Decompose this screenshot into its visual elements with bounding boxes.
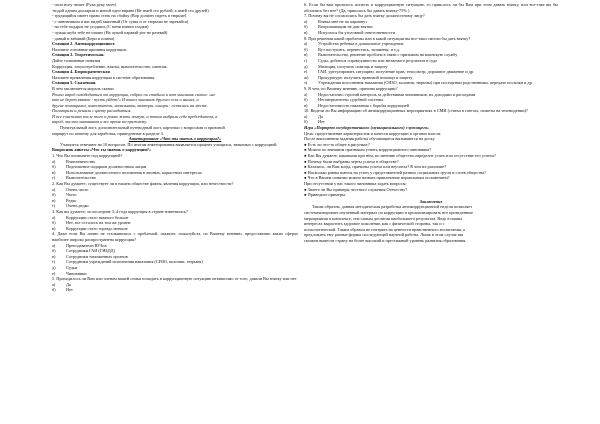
station-2-text: Назовите основные причины коррупции. — [52, 46, 127, 52]
intro-line: - с чиновником и вас видей законный (От сумы и от тюрьмы не зарекайся) — [52, 18, 189, 24]
conclusion-line: Таким образом, данная методическая разработка антикоррупционной недели позволяет — [312, 204, 473, 210]
question-9: 9. В чем, по Вашему мнению, причина коррупции? — [304, 85, 398, 91]
option-key: е) — [304, 69, 308, 75]
option-key: а) — [52, 186, 56, 192]
tale-line: Решил народ освободиться от коррупции, собрал он стадион и вот чиновник сказал: «не — [52, 91, 216, 97]
option-text: Вымогательство, решение проблем в связи с призывом на воинскую службу — [318, 52, 458, 58]
option-text: Использование должностного положения в личных, корыстных интересах — [66, 169, 202, 175]
option-key: а) — [304, 91, 308, 97]
option-text: Испугался бы уголовной ответственности — [318, 29, 395, 35]
option-text: Преподаватели ВУЗов — [66, 242, 107, 248]
option-key: г) — [304, 57, 308, 63]
option-key: б) — [52, 164, 56, 170]
option-key: а) — [304, 113, 308, 119]
option-key: б) — [304, 24, 308, 30]
survey-intro: Учащиеся отвечают на 10 вопросов. По итогам анкетирования выявляется процент учащихся, знакомых с коррупцией. — [60, 141, 278, 147]
conclusion-line: интересах вырастить здоровое поколение, как с физической стороны, так и с — [304, 221, 445, 227]
game-line: ● Есть ли что-то общее в рисунках? — [304, 141, 370, 147]
option-key: з) — [304, 80, 308, 86]
option-text: Часто — [66, 192, 77, 198]
question-7: 7. Почему вы не согласились бы дать взятку должностному лицу? — [304, 13, 425, 19]
option-key: д) — [52, 264, 56, 270]
question-5: 5. Приходилось ли Вам или членам вашей семьи попадать в коррупционную ситуацию независимо от того, давали Вы взятку или нет — [52, 276, 297, 282]
left-column — [52, 2, 298, 293]
option-key: в) — [52, 197, 56, 203]
game-line: ● Почему были выбраны черты успеха в обществе? — [304, 158, 399, 164]
option-key: в) — [52, 169, 56, 175]
option-text: Милиция, получить помощь и защиту — [318, 63, 388, 69]
intro-line: - даный и забывай (Бери и помни) — [52, 35, 115, 41]
final-line: маршрут по пешему для заработка, приведенные в разделе 3. — [52, 130, 164, 136]
survey-title: Анкетирование «Что ты знаешь о коррупции?» — [128, 136, 222, 142]
option-text: Устройство ребенка в дошкольное учреждение — [318, 41, 404, 47]
station-4-text: Назовите проявления коррупции в системе образования. — [52, 74, 156, 80]
option — [304, 30, 558, 36]
option-text: Прокуратура: получить правовой помощи и защиту — [318, 74, 413, 80]
option-key: г) — [52, 203, 56, 209]
option-text: Подношение подарков должностным лицам — [66, 164, 147, 170]
option-text: Учреждения исполнения наказания (СИЗО, колонии, тюрьмы) при посещении родственника, передаче посылки и др. — [318, 80, 533, 86]
game-line: Цель: представление характеристик и качеств коррупции в органах власти. — [304, 130, 442, 136]
option-text: Несовершенство судебной системы — [318, 97, 384, 103]
option-text: Чиновники — [66, 270, 87, 276]
option-key: а) — [52, 214, 56, 220]
conclusion-line: сможем вывести страну на более высокий и престижный уровень развития образования. — [304, 237, 467, 243]
option-text: Вопрошающим не дам взятки — [318, 24, 373, 30]
conclusion-title: Заключение — [419, 198, 443, 204]
option-text: Взяточничество — [66, 158, 96, 164]
option-text: Коррупции стало намного больше — [66, 214, 129, 220]
game-line: ● Казались, ли Вам когда, причины успеха или неуспеха? В чем их различие? — [304, 164, 447, 170]
option-key: г) — [52, 175, 56, 181]
option-text: Сотрудники таможенных органов — [66, 253, 128, 259]
tale-line: кто не берет взятки - пусть уйдет!» И вошел чиновник другого села и вышел, а — [52, 97, 199, 103]
final-line: Пунктуальный лист, дополнительный путеводный лист, карточки с вопросами и призовой — [60, 125, 225, 131]
tale-line: И все счастливо после того и ровно жить живут, а потом выбрали себе председателя, а — [52, 113, 218, 119]
question-3: 3. Как вы думаете, за последние 3–4 года коррупция в стране изменилась? — [52, 208, 188, 214]
option-text: Коррупции стало гораздо меньше — [66, 225, 128, 231]
intro-line: - трудящийся имеет право стать на сбойку (Вор должен сидеть в тюрьме) — [52, 13, 187, 19]
game-title: Игра «Портрет государственного (муниципального) служащего» — [304, 125, 430, 131]
survey-subtitle: Вопросник анкеты «Что ты знаешь о коррупции?» — [52, 147, 152, 153]
option-key: ж) — [304, 74, 309, 80]
game-line: ● Как Вы думаете, каковыми при нём, по мнению общества определит успех или отсутствие его успеха? — [304, 153, 496, 159]
right-column — [304, 2, 558, 244]
game-line: После выполнения задания работы обучающиеся вызываются на доску. — [304, 136, 436, 142]
option-key: г) — [52, 259, 56, 265]
option-key: а) — [304, 18, 308, 24]
option-text: Редко — [66, 197, 77, 203]
option-text: Взятка мне не по карману» — [318, 18, 368, 24]
station-5-title: Станция 5. Сказочная. — [52, 80, 97, 86]
intro-line: - чужая шуба тебе не шапит (На чужой каравай рот не разевай) — [52, 29, 168, 35]
game-line: ● Знаете ли Вы примеры честного служения Отечеству? — [304, 186, 408, 192]
conclusion-line: мероприятия в комплексе, тем самым достигая наибольшего результата. Ведь в наших — [304, 215, 463, 221]
station-5-text: В чем заключается мораль сказки. — [52, 85, 115, 91]
option-text: Вымогательство — [66, 175, 97, 181]
option-key: е) — [52, 270, 56, 276]
option-key: б) — [304, 97, 308, 103]
option-text: Недостаточно строгий контроль за действиями чиновников, их доходами и расходами — [318, 91, 476, 97]
option-key: а) — [52, 242, 56, 248]
intro-line: -водой одним долларом и меной одно вправа (Не имей сто рублей, а имей сто друзей) — [52, 7, 209, 13]
option-text: Да — [66, 281, 71, 287]
intro-line: - на тебе подарок не угодишь (С меня взятки гладки) — [52, 24, 149, 30]
option-text: ГАИ, урегулировать ситуацию, получение прав, техосмотр, дорожное движение и др. — [318, 69, 475, 75]
option-key: д) — [304, 63, 308, 69]
option-key: а) — [52, 158, 56, 164]
conclusion-line: систематизировать изученный материал по коррупции и проанализировать все проведенные — [304, 209, 474, 215]
station-4-title: Станция 4. Бюрократическая — [52, 69, 110, 75]
option-text: Недостаточность наказания с борьбы коррупцией — [318, 102, 409, 108]
tale-line: Поговорили и решили с цвету расходиться. — [52, 108, 132, 114]
option-key: б) — [304, 119, 308, 125]
option-key: а) — [52, 281, 56, 287]
game-line: ● Можно по внешним признакам узнать коррупционного чиновника? — [304, 147, 432, 153]
conclusion-line: психологической. Таким образом не потерять на ценности нравственного воспитания, а — [304, 226, 465, 232]
tale-line: народ, числом чиновников и все время по-прежнему. — [52, 119, 147, 125]
intro-line: - пола ногу чешет (Рука руку моет) — [52, 2, 117, 7]
option-text: Вуз поступить, перевестись, экзамены, и т.д. — [318, 46, 400, 52]
option-key: б) — [52, 192, 56, 198]
option-key: в) — [52, 253, 56, 259]
conclusion-line: предложить ему разные формы последующей научной работы. Лишь в этом случае мы — [304, 232, 464, 238]
option-key: б) — [52, 220, 56, 226]
option-key: в) — [304, 52, 308, 58]
game-line: ● Приведите примеры. — [304, 192, 346, 198]
game-line: При отсутствии у вас такого чиновника задать вопросы: — [304, 181, 407, 186]
game-line: ● Что в Вашем понятии можно назвать привлечение нормальным положением? — [304, 175, 450, 181]
station-2-title: Станция 2. Антикоррупционист. — [52, 41, 116, 47]
option-text: Нет — [66, 287, 73, 293]
option-text: Да — [318, 113, 323, 119]
option-key: а) — [304, 41, 308, 47]
option — [52, 287, 298, 293]
game-line: ● Насколько равны шансы на успех у представителей разных социальных групп и слоев общества? — [304, 169, 486, 175]
option-text: Нет — [318, 119, 325, 125]
option-text: Сотрудники ГАИ (ГИБДД) — [66, 248, 116, 254]
option-key: в) — [304, 102, 308, 108]
question-8: 8. При решении какой проблемы или в какой ситуации вы все-таки смогли бы дать взятку? — [304, 35, 471, 41]
question-2: 2. Как Вы думаете, существует ли в нашем обществе факты, явления коррупции, или нечестности? — [52, 181, 234, 186]
option-text: Нет, все осталось на том же уровне — [66, 220, 131, 226]
option-key: в) — [52, 225, 56, 231]
option-text: Очень редко — [66, 203, 89, 209]
station-3-text-2: Коррупция, злоупотребление, взятка, вымогательство, шантаж. — [52, 63, 168, 69]
option-text: Очень часто — [66, 186, 89, 192]
option-text: Суды, добиться справедливости или желаемого результата в суде — [318, 57, 438, 63]
option-text: Сотрудники учреждений исполнения наказания (СИЗО, колонии, тюрьмы) — [66, 259, 203, 265]
option-key: б) — [304, 46, 308, 52]
question-6: 6. Если бы вам пришлось попасть в коррупционную ситуацию, то пришлось ли бы Вам при этом давать взятку, или все-таке вы бы обошлись без нее? (Да, пришлось бы давать взятку-75% ) — [304, 2, 558, 13]
station-3-title: Станция 3. Теоретическая. — [52, 52, 105, 58]
question-1: 1. Что Вы понимаете под коррупцией? — [52, 153, 123, 159]
option-key: б) — [52, 287, 56, 293]
station-3-text: Дайте толкование понятия — [52, 57, 101, 63]
option-key: б) — [52, 248, 56, 254]
question-10: 10. Видели ли Вы информацию об антикоррупционных мероприятиях в СМИ (статьи в газетах, сюжеты на телевидении)? — [304, 108, 528, 114]
tale-line: другие помощники, заместители, начальники, вахтеры, писари - остались на месте. — [52, 102, 208, 108]
option-text: Судьи — [66, 264, 78, 270]
question-4: 4. Даже если Вы лично не сталкивались с проблемой, скажите, пожалуйста, по Вашему мнению, предоставляю каких сферах наиболее широко распространена коррупция? — [52, 231, 298, 242]
option-key: в) — [304, 29, 308, 35]
